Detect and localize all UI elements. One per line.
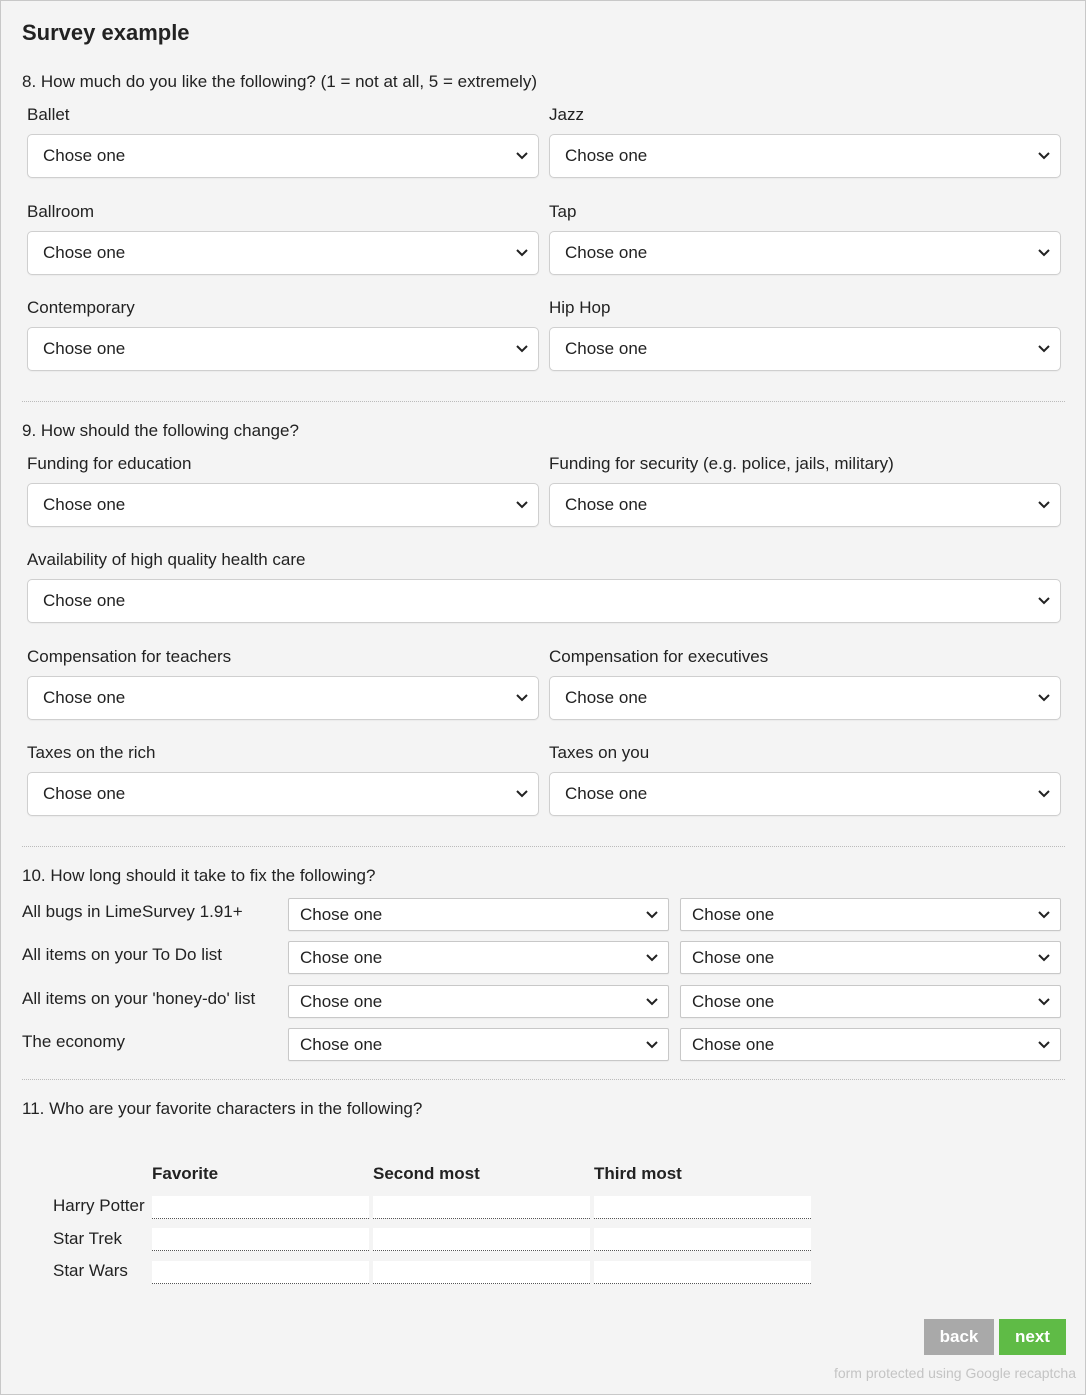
chevron-down-icon <box>1037 248 1051 258</box>
select-value: Chose one <box>692 1034 775 1054</box>
select-value: Chose one <box>692 947 775 967</box>
row-label-economy: The economy <box>22 1032 125 1051</box>
text-input-star-wars-third[interactable] <box>594 1261 811 1284</box>
select-value: Chose one <box>692 991 775 1011</box>
section-divider <box>22 401 1065 402</box>
field-label-ballroom: Ballroom <box>27 202 95 221</box>
select-funding-security[interactable] <box>549 483 1061 527</box>
select-tap[interactable] <box>549 231 1061 275</box>
select-value: Chose one <box>300 1034 383 1054</box>
question-11-text: 11. Who are your favorite characters in the following? <box>22 1099 423 1118</box>
text-input-star-trek-third[interactable] <box>594 1228 811 1251</box>
select-jazz[interactable] <box>549 134 1061 178</box>
text-input-harry-potter-second[interactable] <box>373 1196 590 1219</box>
chevron-down-icon <box>515 500 529 510</box>
back-button[interactable]: back <box>924 1319 994 1355</box>
select-value: Chose one <box>43 591 126 610</box>
text-input-star-trek-favorite[interactable] <box>152 1228 369 1251</box>
select-value: Chose one <box>565 495 648 514</box>
select-taxes-you[interactable] <box>549 772 1061 816</box>
next-button[interactable]: next <box>999 1319 1066 1355</box>
question-8-text: 8. How much do you like the following? (1 = not at all, 5 = extremely) <box>22 72 537 91</box>
select-value: Chose one <box>300 947 383 967</box>
chevron-down-icon <box>1037 789 1051 799</box>
select-teachers-compensation[interactable] <box>27 676 539 720</box>
field-label-ballet: Ballet <box>27 105 70 124</box>
chevron-down-icon <box>515 151 529 161</box>
select-value: Chose one <box>565 146 648 165</box>
text-input-star-wars-second[interactable] <box>373 1261 590 1284</box>
field-label-executives-compensation: Compensation for executives <box>549 647 769 666</box>
chevron-down-icon <box>1037 997 1051 1007</box>
field-label-tap: Tap <box>549 202 577 221</box>
select-honey-do-list-1[interactable] <box>288 985 669 1018</box>
row-label-star-wars: Star Wars <box>53 1261 128 1280</box>
select-honey-do-list-2[interactable] <box>680 985 1061 1018</box>
question-9-text: 9. How should the following change? <box>22 421 299 440</box>
select-value: Chose one <box>43 243 126 262</box>
chevron-down-icon <box>1037 596 1051 606</box>
chevron-down-icon <box>515 344 529 354</box>
section-divider <box>22 846 1065 847</box>
select-ballroom[interactable] <box>27 231 539 275</box>
text-input-harry-potter-favorite[interactable] <box>152 1196 369 1219</box>
select-value: Chose one <box>300 904 383 924</box>
select-health-care[interactable] <box>27 579 1061 623</box>
select-hip-hop[interactable] <box>549 327 1061 371</box>
select-value: Chose one <box>43 495 126 514</box>
select-value: Chose one <box>43 146 126 165</box>
question-10-text: 10. How long should it take to fix the following? <box>22 866 376 885</box>
chevron-down-icon <box>1037 344 1051 354</box>
field-label-contemporary: Contemporary <box>27 298 135 317</box>
row-label-limesurvey-bugs: All bugs in LimeSurvey 1.91+ <box>22 902 243 921</box>
column-header-third-most: Third most <box>594 1164 682 1183</box>
chevron-down-icon <box>645 997 659 1007</box>
select-executives-compensation[interactable] <box>549 676 1061 720</box>
column-header-favorite: Favorite <box>152 1164 219 1183</box>
select-value: Chose one <box>43 339 126 358</box>
field-label-jazz: Jazz <box>549 105 584 124</box>
column-header-second-most: Second most <box>373 1164 480 1183</box>
chevron-down-icon <box>1037 910 1051 920</box>
select-contemporary[interactable] <box>27 327 539 371</box>
row-label-star-trek: Star Trek <box>53 1229 122 1248</box>
select-value: Chose one <box>565 243 648 262</box>
row-label-harry-potter: Harry Potter <box>53 1196 145 1215</box>
field-label-taxes-rich: Taxes on the rich <box>27 743 156 762</box>
row-label-honey-do-list: All items on your 'honey-do' list <box>22 989 256 1008</box>
field-label-hip-hop: Hip Hop <box>549 298 611 317</box>
select-todo-list-1[interactable] <box>288 941 669 974</box>
field-label-taxes-you: Taxes on you <box>549 743 650 762</box>
chevron-down-icon <box>1037 151 1051 161</box>
select-value: Chose one <box>565 339 648 358</box>
select-funding-education[interactable] <box>27 483 539 527</box>
chevron-down-icon <box>645 910 659 920</box>
chevron-down-icon <box>1037 1040 1051 1050</box>
text-input-harry-potter-third[interactable] <box>594 1196 811 1219</box>
chevron-down-icon <box>515 693 529 703</box>
select-value: Chose one <box>43 688 126 707</box>
select-value: Chose one <box>565 784 648 803</box>
field-label-health-care: Availability of high quality health care <box>27 550 306 569</box>
select-value: Chose one <box>692 904 775 924</box>
select-economy-2[interactable] <box>680 1028 1061 1061</box>
select-todo-list-2[interactable] <box>680 941 1061 974</box>
select-economy-1[interactable] <box>288 1028 669 1061</box>
select-value: Chose one <box>300 991 383 1011</box>
section-divider <box>22 1079 1065 1080</box>
chevron-down-icon <box>515 248 529 258</box>
field-label-teachers-compensation: Compensation for teachers <box>27 647 232 666</box>
chevron-down-icon <box>1037 693 1051 703</box>
select-value: Chose one <box>565 688 648 707</box>
text-input-star-trek-second[interactable] <box>373 1228 590 1251</box>
select-value: Chose one <box>43 784 126 803</box>
field-label-funding-security: Funding for security (e.g. police, jails, military) <box>549 454 894 473</box>
field-label-funding-education: Funding for education <box>27 454 192 473</box>
recaptcha-notice: form protected using Google recaptcha <box>833 1365 1076 1381</box>
chevron-down-icon <box>1037 500 1051 510</box>
row-label-todo-list: All items on your To Do list <box>22 945 222 964</box>
chevron-down-icon <box>645 953 659 963</box>
select-limesurvey-bugs-2[interactable] <box>680 898 1061 931</box>
text-input-star-wars-favorite[interactable] <box>152 1261 369 1284</box>
select-ballet[interactable] <box>27 134 539 178</box>
chevron-down-icon <box>645 1040 659 1050</box>
chevron-down-icon <box>1037 953 1051 963</box>
chevron-down-icon <box>515 789 529 799</box>
select-taxes-rich[interactable] <box>27 772 539 816</box>
page-title: Survey example <box>22 20 190 45</box>
select-limesurvey-bugs-1[interactable] <box>288 898 669 931</box>
